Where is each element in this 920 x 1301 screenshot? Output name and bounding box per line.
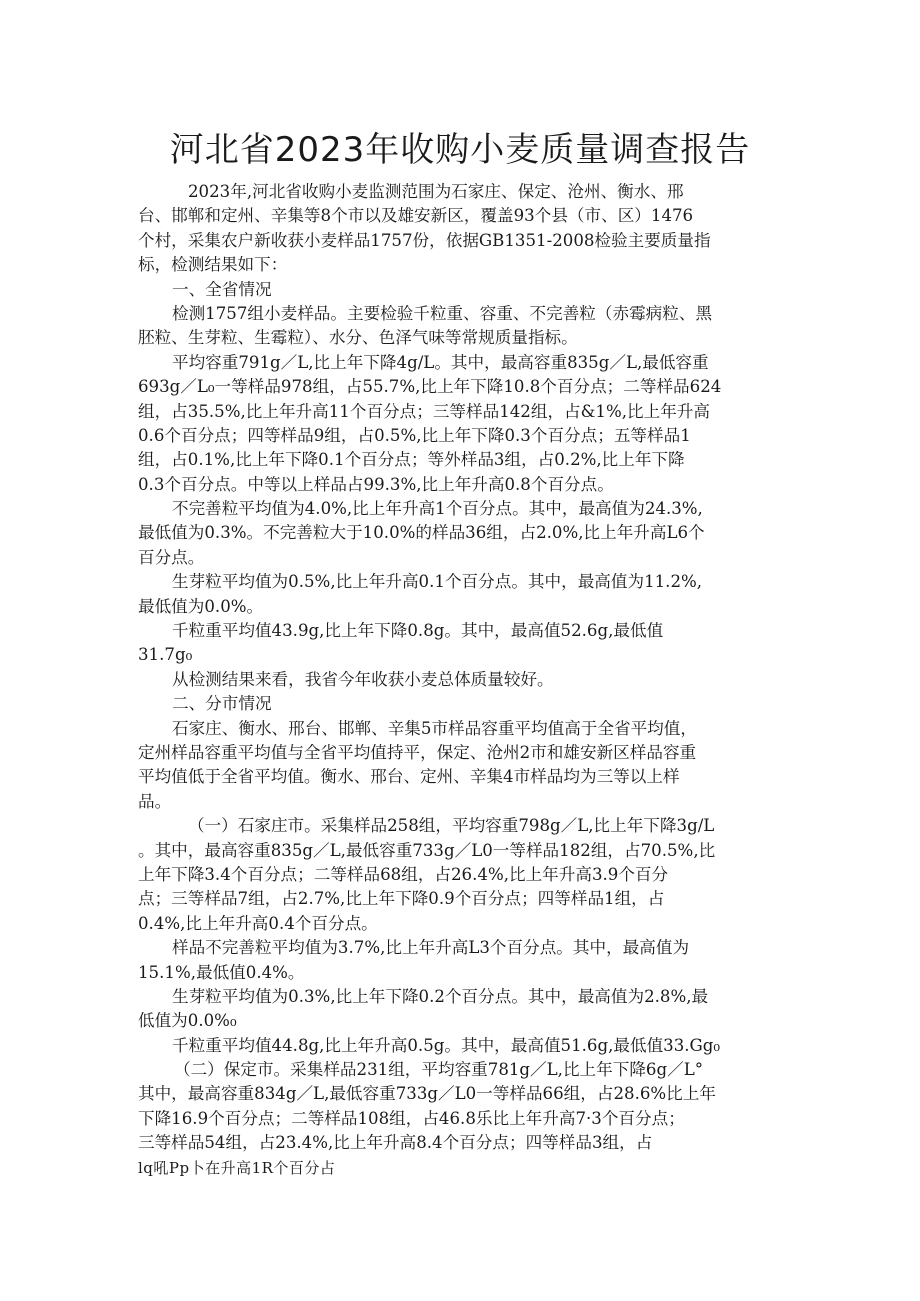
text-line: 不完善粒平均值为4.0%,比上年升高1个百分点。其中，最高值为24.3%, <box>172 499 703 519</box>
text-line: 二、分市情况 <box>172 694 272 714</box>
text-line: 百分点。 <box>138 547 205 567</box>
text-line: 生芽粒平均值为0.5%,比上年升高0.1个百分点。其中，最高值为11.2%, <box>172 572 703 592</box>
text-line: 千粒重平均值44.8g,比上年升高0.5g。其中，最高值51.6g,最低值33.Gg₀ <box>172 1035 721 1055</box>
text-line: 个村，采集农户新收获小麦样品1757份，依据GB1351-2008检验主要质量指 <box>138 230 711 250</box>
document-body <box>138 180 784 1180</box>
text-line: 样品不完善粒平均值为3.7%,比上年升高L3个百分点。其中，最高值为 <box>172 938 690 958</box>
text-line: （二）保定市。采集样品231组，平均容重781g／L,比上年下降6g／L° <box>174 1060 704 1080</box>
text-line: 定州样品容重平均值与全省平均值持平，保定、沧州2市和雄安新区样品容重 <box>138 742 697 762</box>
text-line: 组，占0.1%,比上年下降0.1个百分点；等外样品3组，占0.2%,比上年下降 <box>138 450 685 470</box>
text-line: lq吼Pp卜在升高1R个百分占 <box>138 1158 336 1177</box>
text-line: 千粒重平均值43.9g,比上年下降0.8g。其中，最高值52.6g,最低值 <box>172 621 664 641</box>
text-line: 15.1%,最低值0.4%。 <box>138 962 305 982</box>
text-line: 0.6个百分点；四等样品9组，占0.5%,比上年下降0.3个百分点；五等样品1 <box>138 425 691 445</box>
text-line: 组，占35.5%,比上年升高11个百分点；三等样品142组，占&1%,比上年升高 <box>138 401 710 421</box>
text-line: 台、邯郸和定州、辛集等8个市以及雄安新区，覆盖93个县（市、区）1476 <box>138 206 694 226</box>
text-line: 下降16.9个百分点；二等样品108组，占46.8乐比上年升高7·3个百分点； <box>138 1108 685 1128</box>
document-title: 河北省2023年收购小麦质量调查报告 <box>169 130 751 170</box>
text-line: 0.3个百分点。中等以上样品占99.3%,比上年升高0.8个百分点。 <box>138 474 614 494</box>
text-line: 平均值低于全省平均值。衡水、邢台、定州、辛集4市样品均为三等以上样 <box>138 767 680 787</box>
text-line: 生芽粒平均值为0.3%,比上年下降0.2个百分点。其中，最高值为2.8%,最 <box>172 986 709 1006</box>
text-line: 。其中，最高容重835g／L,最低容重733g／L0一等样品182组，占70.5%,比 <box>138 840 716 860</box>
text-line: 31.7g₀ <box>138 645 193 665</box>
text-line: 最低值为0.3%。不完善粒大于10.0%的样品36组，占2.0%,比上年升高L6个 <box>138 523 705 543</box>
text-line: 从检测结果来看，我省今年收获小麦总体质量较好。 <box>172 669 554 689</box>
text-line: 一、全省情况 <box>172 279 272 299</box>
text-line: 693g／L₀一等样品978组，占55.7%,比上年下降10.8个百分点；二等样品624 <box>138 377 722 397</box>
text-line: 品。 <box>138 791 172 811</box>
text-line: 低值为0.0%₀ <box>138 1011 237 1031</box>
text-line: 胚粒、生芽粒、生霉粒）、水分、色泽气味等常规质量指标。 <box>138 328 578 348</box>
text-line: 标，检测结果如下： <box>138 255 288 275</box>
text-line: （一）石家庄市。采集样品258组，平均容重798g／L,比上年下降3g/L <box>188 816 715 836</box>
text-line: 0.4%,比上年升高0.4个百分点。 <box>138 913 378 933</box>
text-line: 上年下降3.4个百分点；二等样品68组，占26.4%,比上年升高3.9个百分 <box>138 864 669 884</box>
text-line: 平均容重791g／L,比上年下降4g/L。其中，最高容重835g／L,最低容重 <box>172 352 709 372</box>
text-line: 检测1757组小麦样品。主要检验千粒重、容重、不完善粒（赤霉病粒、黑 <box>172 303 713 323</box>
text-line: 最低值为0.0%。 <box>138 596 264 616</box>
text-line: 三等样品54组，占23.4%,比上年升高8.4个百分点；四等样品3组，占 <box>138 1133 653 1153</box>
text-line: 2023年,河北省收购小麦监测范围为石家庄、保定、沧州、衡水、邢 <box>188 182 684 201</box>
text-line: 点；三等样品7组，占2.7%,比上年下降0.9个百分点；四等样品1组，占 <box>138 889 665 909</box>
text-line: 石家庄、衡水、邢台、邯郸、辛集5市样品容重平均值高于全省平均值， <box>172 718 697 738</box>
text-line: 其中，最高容重834g／L,最低容重733g／L0一等样品66组，占28.6%比上年 <box>138 1084 716 1104</box>
